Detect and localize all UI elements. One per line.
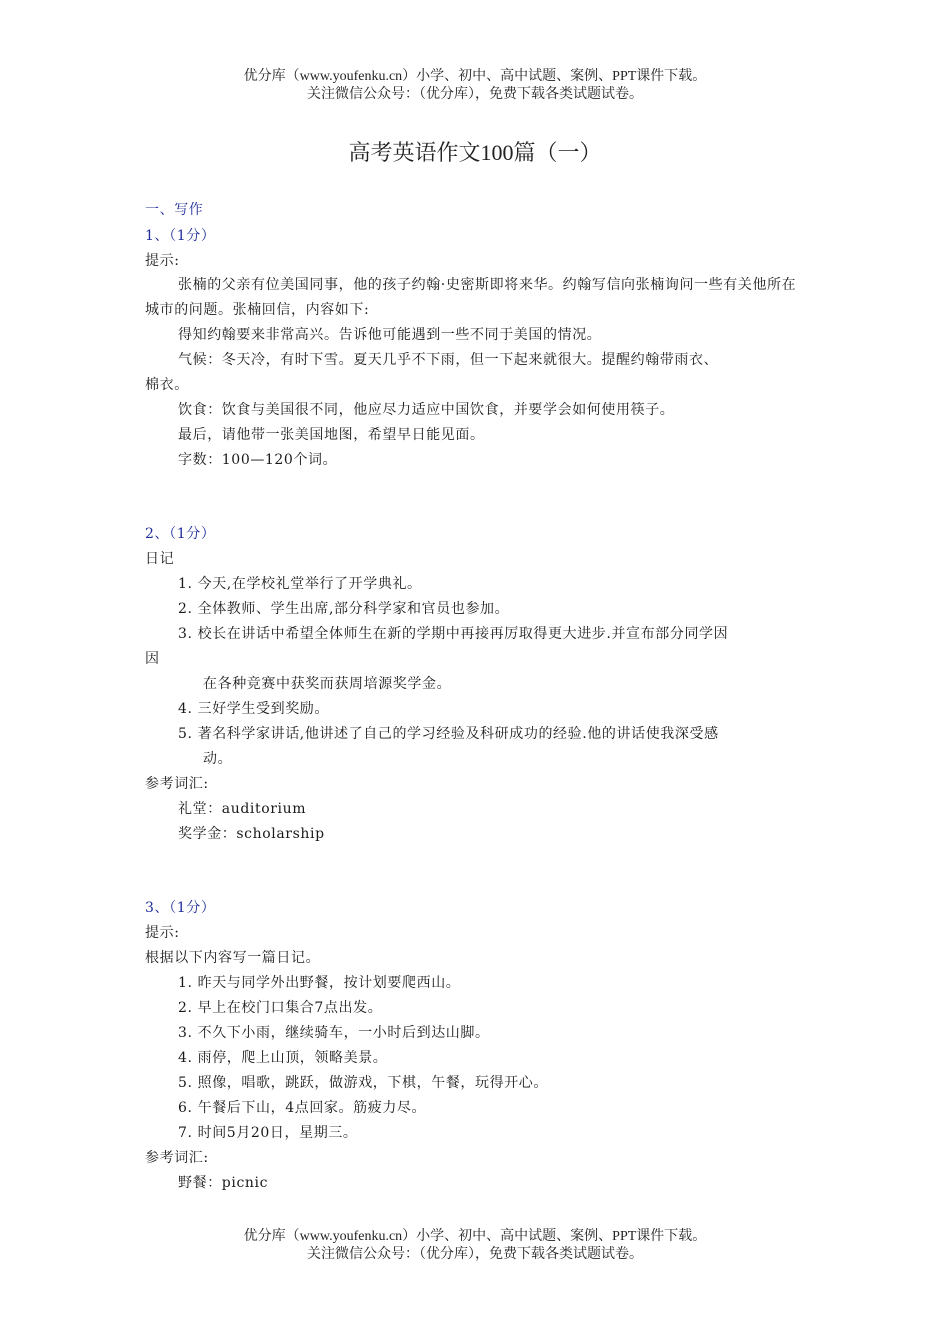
question-1-point-3: 饮食：饮食与美国很不同，他应尽力适应中国饮食，并要学会如何使用筷子。: [178, 402, 675, 418]
question-2-vocab-2: 奖学金：scholarship: [178, 826, 325, 842]
question-3-item-5: 5. 照像，唱歌，跳跃，做游戏，下棋，午餐，玩得开心。: [178, 1075, 549, 1091]
question-2-vocab-label: 参考词汇:: [145, 776, 209, 792]
question-3-item-4: 4. 雨停，爬上山顶，领略美景。: [178, 1050, 388, 1066]
question-1-heading: 1、（1分）: [145, 228, 216, 244]
question-3-vocab-1: 野餐：picnic: [178, 1175, 269, 1191]
question-1-point-4: 最后，请他带一张美国地图，希望早日能见面。: [178, 427, 485, 443]
question-1-intro: 张楠的父亲有位美国同事，他的孩子约翰·史密斯即将来华。约翰写信向张楠询问一些有关他所在城市的问题。张楠回信，内容如下:: [145, 277, 797, 318]
page-title: 高考英语作文100篇（一）: [348, 140, 602, 165]
question-3-item-7: 7. 时间5月20日，星期三。: [178, 1125, 358, 1141]
question-3-item-2: 2. 早上在校门口集合7点出发。: [178, 1000, 383, 1016]
question-1-word-count: 字数：100—120个词。: [178, 452, 338, 468]
question-2-item-4: 4. 三好学生受到奖励。: [178, 701, 330, 717]
page-header-line-1: 优分库（www.youfenku.cn）小学、初中、高中试题、案例、PPT课件下载。: [243, 69, 707, 84]
page-footer-line-2: 关注微信公众号：（优分库），免费下载各类试题试卷。: [307, 1247, 643, 1262]
question-2-label: 日记: [145, 551, 175, 567]
question-2-vocab-1: 礼堂：auditorium: [178, 801, 307, 817]
question-2-item-5: 5. 著名科学家讲话,他讲述了自己的学习经验及科研成功的经验.他的讲话使我深受感: [178, 726, 719, 742]
question-2-item-1: 1. 今天,在学校礼堂举行了开学典礼。: [178, 576, 422, 592]
question-1-point-2: 气候：冬天冷，有时下雪。夏天几乎不下雨，但一下起来就很大。提醒约翰带雨衣、: [178, 352, 719, 368]
question-3-heading: 3、（1分）: [145, 900, 216, 916]
question-2-item-3-cont: 在各种竞赛中获奖而获周培源奖学金。: [203, 676, 452, 692]
question-1-label: 提示:: [145, 253, 180, 269]
question-3-item-3: 3. 不久下小雨，继续骑车，一小时后到达山脚。: [178, 1025, 490, 1041]
page-header-line-2: 关注微信公众号：（优分库），免费下载各类试题试卷。: [307, 87, 643, 102]
question-3-vocab-label: 参考词汇:: [145, 1150, 209, 1166]
question-1-point-1: 得知约翰要来非常高兴。告诉他可能遇到一些不同于美国的情况。: [178, 327, 602, 343]
section-heading: 一、写作: [145, 202, 204, 218]
question-2-item-3-wrap: 因: [145, 651, 160, 667]
question-3-item-6: 6. 午餐后下山，4点回家。筋疲力尽。: [178, 1100, 427, 1116]
question-3-intro: 根据以下内容写一篇日记。: [145, 950, 321, 966]
page-footer-line-1: 优分库（www.youfenku.cn）小学、初中、高中试题、案例、PPT课件下载。: [243, 1229, 707, 1244]
question-2-heading: 2、（1分）: [145, 526, 216, 542]
question-2-item-3: 3. 校长在讲话中希望全体师生在新的学期中再接再厉取得更大进步.并宣布部分同学因: [178, 626, 729, 642]
question-1-point-2-cont: 棉衣。: [145, 377, 189, 393]
question-3-item-1: 1. 昨天与同学外出野餐，按计划要爬西山。: [178, 975, 461, 991]
question-2-item-5-cont: 动。: [203, 751, 233, 767]
question-3-label: 提示:: [145, 925, 180, 941]
question-2-item-2: 2. 全体教师、学生出席,部分科学家和官员也参加。: [178, 601, 510, 617]
